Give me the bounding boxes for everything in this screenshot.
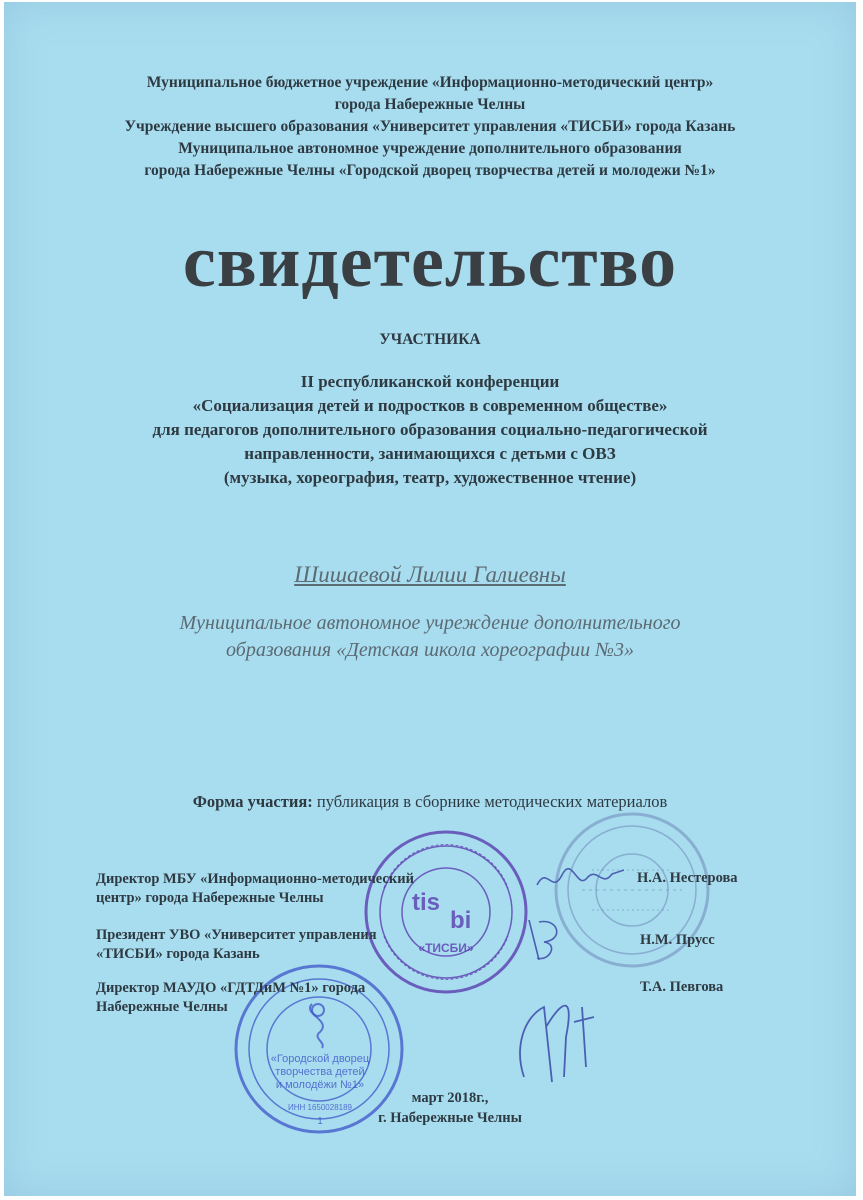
signatory-title-line: Президент УВО «Университет управления xyxy=(96,927,377,943)
conference-line: «Социализация детей и подростков в современном обществе» xyxy=(192,396,668,415)
issue-place: г. Набережные Челны xyxy=(378,1110,522,1126)
participation-form xyxy=(4,792,856,812)
gdtdim-stamp-inn: ИНН 1650028189 xyxy=(287,1103,353,1112)
certificate-sheet xyxy=(4,2,856,1196)
gdtdim-stamp-text: «Городской дворец xyxy=(270,1053,370,1065)
gdtdim-stamp-text: и молодёжи №1» xyxy=(275,1079,365,1091)
signature-nesterova-icon xyxy=(532,860,632,900)
tisbi-logo-text: bi xyxy=(450,907,472,934)
header-line: города Набережные Челны xyxy=(334,96,526,113)
issue-date: март 2018г., xyxy=(411,1090,489,1106)
header-line: Муниципальное бюджетное учреждение «Информационно-методический центр» xyxy=(146,74,714,91)
signatory-name: Т.А. Певгова xyxy=(640,979,724,995)
recipient-name: Шишаевой Лилии Галиевны xyxy=(294,562,566,587)
certificate-title: свидетельство xyxy=(182,221,678,303)
header-line: Учреждение высшего образования «Университет управления «ТИСБИ» города Казань xyxy=(124,118,736,135)
signatory-title-line: центр» города Набережные Челны xyxy=(96,890,324,906)
signatory-name: Н.А. Нестерова xyxy=(637,870,738,886)
signatory-title xyxy=(96,870,414,908)
conference-line: II республиканской конференции xyxy=(300,372,560,391)
recipient-organization xyxy=(4,610,856,664)
tisbi-logo-text: tis xyxy=(412,889,441,916)
gdtdim-stamp-text: творчества детей xyxy=(275,1066,365,1078)
gdtdim-stamp-number: 1 xyxy=(317,1116,323,1127)
participation-value: публикация в сборнике методических материалов xyxy=(316,792,668,811)
signatory-title xyxy=(96,979,365,1017)
conference-description xyxy=(4,370,856,490)
issue-date-place xyxy=(4,1088,856,1128)
conference-line: для педагогов дополнительного образования социально-педагогической xyxy=(152,420,708,439)
signatory-title-line: «ТИСБИ» города Казань xyxy=(96,946,260,962)
conference-line: (музыка, хореография, театр, художественное чтение) xyxy=(223,468,637,487)
header-line: города Набережные Челны «Городской дворец творчества детей и молодежи №1» xyxy=(144,162,716,179)
signatory-name: Н.М. Прусс xyxy=(640,932,715,948)
signatory-title-line: Директор МБУ «Информационно-методический xyxy=(96,871,414,887)
signatory-title xyxy=(96,926,377,964)
tisbi-stamp-label: «ТИСБИ» xyxy=(418,941,474,955)
participation-label: Форма участия: xyxy=(192,792,313,811)
conference-line: направленности, занимающихся с детьми с ОВЗ xyxy=(244,444,616,463)
header-line: Муниципальное автономное учреждение дополнительного образования xyxy=(178,140,682,157)
signature-pruss-icon xyxy=(519,910,579,970)
signature-pevgova-icon xyxy=(504,987,614,1087)
signatory-title-line: Директор МАУДО «ГДТДиМ №1» города xyxy=(96,980,366,996)
issuer-header xyxy=(4,72,856,182)
organization-line: образования «Детская школа хореографии №3» xyxy=(226,639,634,661)
certificate-subtitle: УЧАСТНИКА xyxy=(379,331,481,348)
signatory-title-line: Набережные Челны xyxy=(96,999,228,1015)
organization-line: Муниципальное автономное учреждение дополнительного xyxy=(179,612,681,634)
